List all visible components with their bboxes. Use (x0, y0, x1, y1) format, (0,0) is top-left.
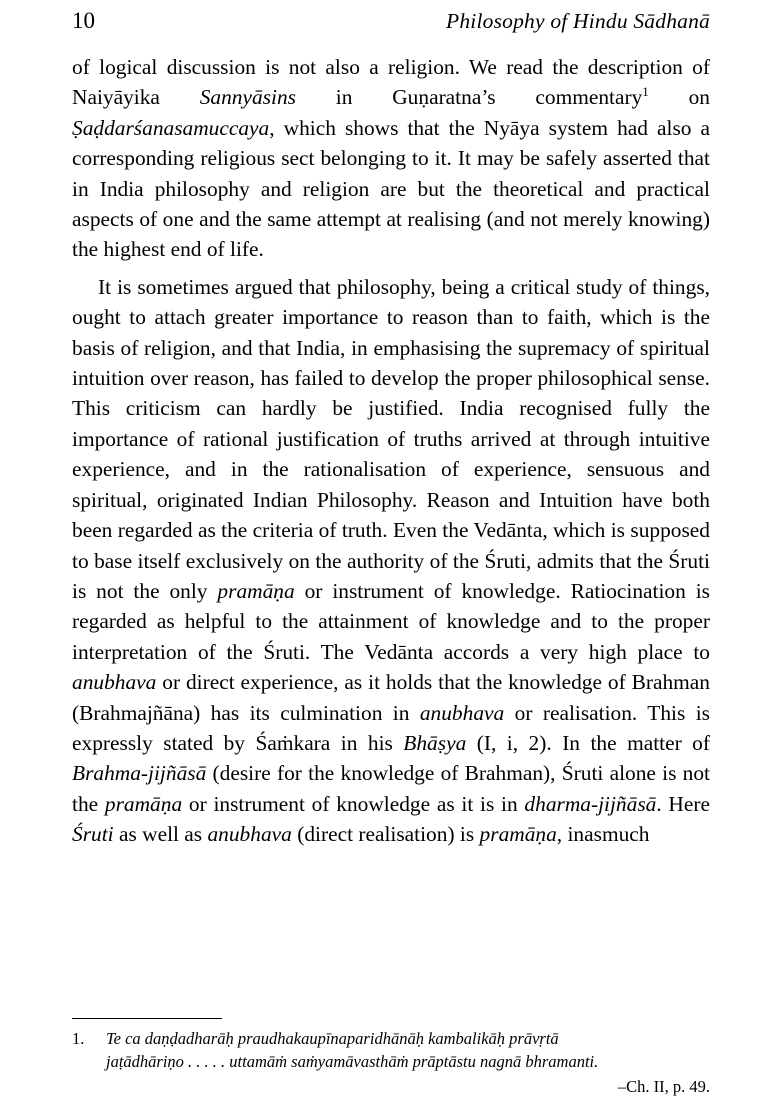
paragraph-2-text-j: (direct realisation) is (291, 822, 480, 847)
paragraph-2-italic-dharma-jijnasa: dharma-jijñāsā (524, 791, 657, 816)
footnote-line-1 (72, 1027, 710, 1050)
running-head: Philosophy of Hindu Sādhanā (446, 9, 710, 33)
paragraph-1-italic-saddarsanasamuccaya: Ṣaḍdarśanasamuccaya (72, 115, 270, 140)
paragraph-2-text-h: . Here (656, 791, 710, 816)
paragraph-2-italic-anubhava-1: anubhava (72, 670, 157, 695)
footnote-number: 1. (72, 1029, 85, 1048)
paragraph-2-italic-pramana-3: pramāṇa (479, 822, 557, 847)
page-header (72, 8, 710, 42)
paragraph-2-italic-pramana-1: pramāṇa (217, 578, 295, 603)
paragraph-2 (72, 272, 710, 850)
paragraph-2-text-e: (I, i, 2). In the matter of (466, 730, 710, 755)
footnote-section (72, 1018, 710, 1099)
footnote-text-line-2: jaṭādhāriṇo . . . . . uttamāṁ saṁyamāvasthāṁ prāptāstu nagnā bhramanti. (106, 1052, 599, 1071)
footnote-marker: 1 (642, 84, 649, 100)
page-number: 10 (72, 8, 95, 33)
page-body (72, 52, 710, 850)
paragraph-2-text-i: as well as (113, 822, 208, 847)
paragraph-2-text-c: or direct experience, as it holds that the knowledge of Brahman (Brahmajñāna) has its culmination in (72, 670, 710, 725)
footnote-text-line-1: Te ca daṇḍadharāḥ praudhakaupīnaparidhānāḥ kambalikāḥ prāvṛtā (106, 1029, 559, 1048)
paragraph-2-text-b: or instrument of knowledge. Ratiocination is regarded as helpful to the attainment of knowledge and to the proper interpretation of the Śruti. The Vedānta accords a very high place to (72, 578, 711, 664)
paragraph-2-italic-bhasya: Bhāṣya (403, 730, 467, 755)
paragraph-2-text-d: or realisation. This is expressly stated by Śaṁkara in his (72, 700, 711, 755)
paragraph-2-italic-anubhava-2: anubhava (419, 700, 505, 725)
paragraph-1-text-a: of logical discussion is not also a religion. We read the description of Naiyāyika (72, 55, 710, 110)
paragraph-1-text-d: , which shows that the Nyāya system had also a corresponding religious sect belonging to it. It may be safely asserted that in India philosophy and religion are but the theoretical and practical aspects of one and the same attempt at realising (and not merely knowing) the highest end of life. (72, 115, 710, 262)
paragraph-1 (72, 52, 710, 265)
paragraph-2-italic-pramana-2: pramāṇa (104, 791, 183, 816)
paragraph-2-text-g: or instrument of knowledge as it is in (182, 791, 525, 816)
paragraph-2-text-f: (desire for the knowledge of Brahman), Śruti alone is not the (72, 761, 710, 816)
paragraph-2-text-k: , inasmuch (556, 822, 650, 847)
paragraph-2-italic-anubhava-3: anubhava (207, 822, 292, 847)
paragraph-1-italic-sannyasins: Sannyāsins (199, 85, 296, 110)
footnote-divider (72, 1018, 222, 1019)
paragraph-2-italic-sruti: Śruti (72, 822, 114, 847)
paragraph-2-italic-brahma-jijnasa: Brahma-jijñāsā (72, 761, 207, 786)
paragraph-1-text-b: in Guṇaratna’s commentary (295, 85, 643, 110)
footnote-source: –Ch. II, p. 49. (617, 1077, 710, 1096)
paragraph-2-text-a: It is sometimes argued that philosophy, being a critical study of things, ought to attach greater importance to reason than to faith, which is the basis of religion, and that India, in emphasising the supremacy of spiritual intuition over reason, has failed to develop the proper philosophical sense. This criticism can hardly be justified. India recognised fully the importance of rational justification of truths arrived at through intuitive experience, and in the rationalisation of experience, sensuous and spiritual, originated Indian Philosophy. Reason and Intuition have both been regarded as the criteria of truth. Even the Vedānta, which is supposed to base itself exclusively on the authority of the Śruti, admits that the Śruti is not the only (72, 274, 710, 603)
paragraph-1-text-c: on (648, 85, 710, 110)
